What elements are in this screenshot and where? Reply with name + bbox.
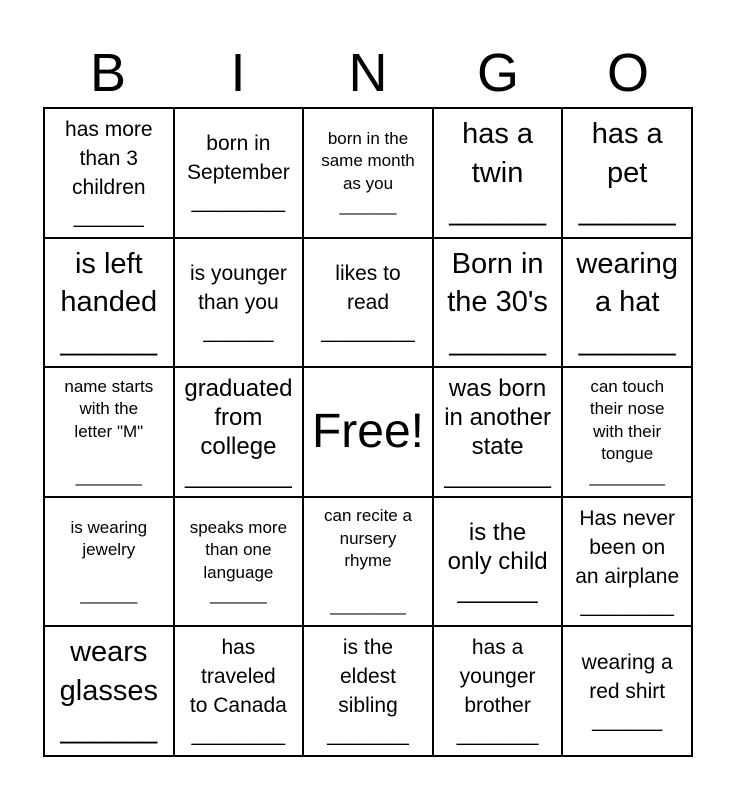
bingo-cell[interactable] (562, 367, 692, 497)
bingo-cell-text: wearing a hat ______ (576, 247, 678, 357)
bingo-cell-text: is younger than you ______ (189, 261, 287, 343)
bingo-cell-text: can recite a nursery rhyme ________ (324, 506, 412, 616)
bingo-cell[interactable] (44, 497, 174, 627)
bingo-cell[interactable] (433, 238, 563, 368)
bingo-cell-text: is the only child ______ (447, 519, 548, 605)
bingo-cell-text: has a pet ______ (578, 118, 676, 228)
bingo-cell-text: likes to read ________ (321, 261, 415, 343)
bingo-cell[interactable] (433, 108, 563, 238)
bingo-cell-text: is the eldest sibling _______ (327, 636, 409, 747)
bingo-cell-text: born in September ________ (187, 132, 290, 214)
bingo-cell[interactable] (303, 626, 433, 756)
bingo-cell-text: name starts with the letter "M" _______ (64, 376, 154, 486)
bingo-cell-text: can touch their nose with their tongue ________ (589, 376, 666, 486)
header-letter-o: O (606, 43, 649, 103)
bingo-cell[interactable] (562, 238, 692, 368)
bingo-cell[interactable] (433, 626, 563, 756)
bingo-cell-text: is left handed ______ (60, 247, 158, 357)
bingo-cell-text: wears glasses ______ (59, 636, 158, 746)
bingo-cell[interactable] (433, 367, 563, 497)
bingo-cell[interactable] (303, 497, 433, 627)
bingo-cell-text: graduated from college ________ (184, 374, 293, 489)
bingo-cell[interactable] (44, 108, 174, 238)
header-letter-b: B (89, 43, 127, 103)
bingo-cell-text: has a twin ______ (449, 118, 546, 228)
bingo-cell[interactable] (303, 108, 433, 238)
bingo-cell[interactable] (44, 626, 174, 756)
bingo-header (43, 42, 693, 104)
bingo-cell[interactable] (174, 367, 304, 497)
bingo-cell-text: Born in the 30's ______ (447, 247, 548, 357)
header-letter-i: I (230, 43, 246, 103)
bingo-cell[interactable] (433, 497, 563, 627)
bingo-cell[interactable] (174, 626, 304, 756)
bingo-cell[interactable] (174, 497, 304, 627)
bingo-cell-text: has more than 3 children ______ (65, 117, 153, 228)
header-letter-n: N (348, 43, 388, 103)
bingo-cell[interactable] (303, 238, 433, 368)
bingo-cell[interactable] (562, 497, 692, 627)
bingo-cell-text: has a younger brother _______ (456, 636, 539, 747)
bingo-cell-text: speaks more than one language ______ (189, 517, 288, 605)
bingo-cell[interactable] (174, 108, 304, 238)
bingo-cell-text: has traveled to Canada ________ (189, 636, 287, 747)
bingo-cell[interactable] (562, 626, 692, 756)
bingo-cell[interactable] (44, 238, 174, 368)
bingo-cell-text: born in the same month as you ______ (321, 128, 415, 216)
bingo-cell-text: is wearing jewelry ______ (70, 517, 148, 605)
free-space-cell[interactable] (303, 367, 433, 497)
bingo-cell[interactable] (174, 238, 304, 368)
bingo-cell[interactable] (44, 367, 174, 497)
bingo-cell-text: wearing a red shirt ______ (581, 650, 673, 732)
bingo-cell-text: Has never been on an airplane ________ (575, 506, 680, 617)
header-letter-g: G (476, 43, 519, 103)
free-space-text: Free! (311, 404, 424, 458)
bingo-grid (43, 107, 693, 757)
bingo-cell-text: was born in another state ________ (444, 374, 551, 489)
bingo-cell[interactable] (562, 108, 692, 238)
